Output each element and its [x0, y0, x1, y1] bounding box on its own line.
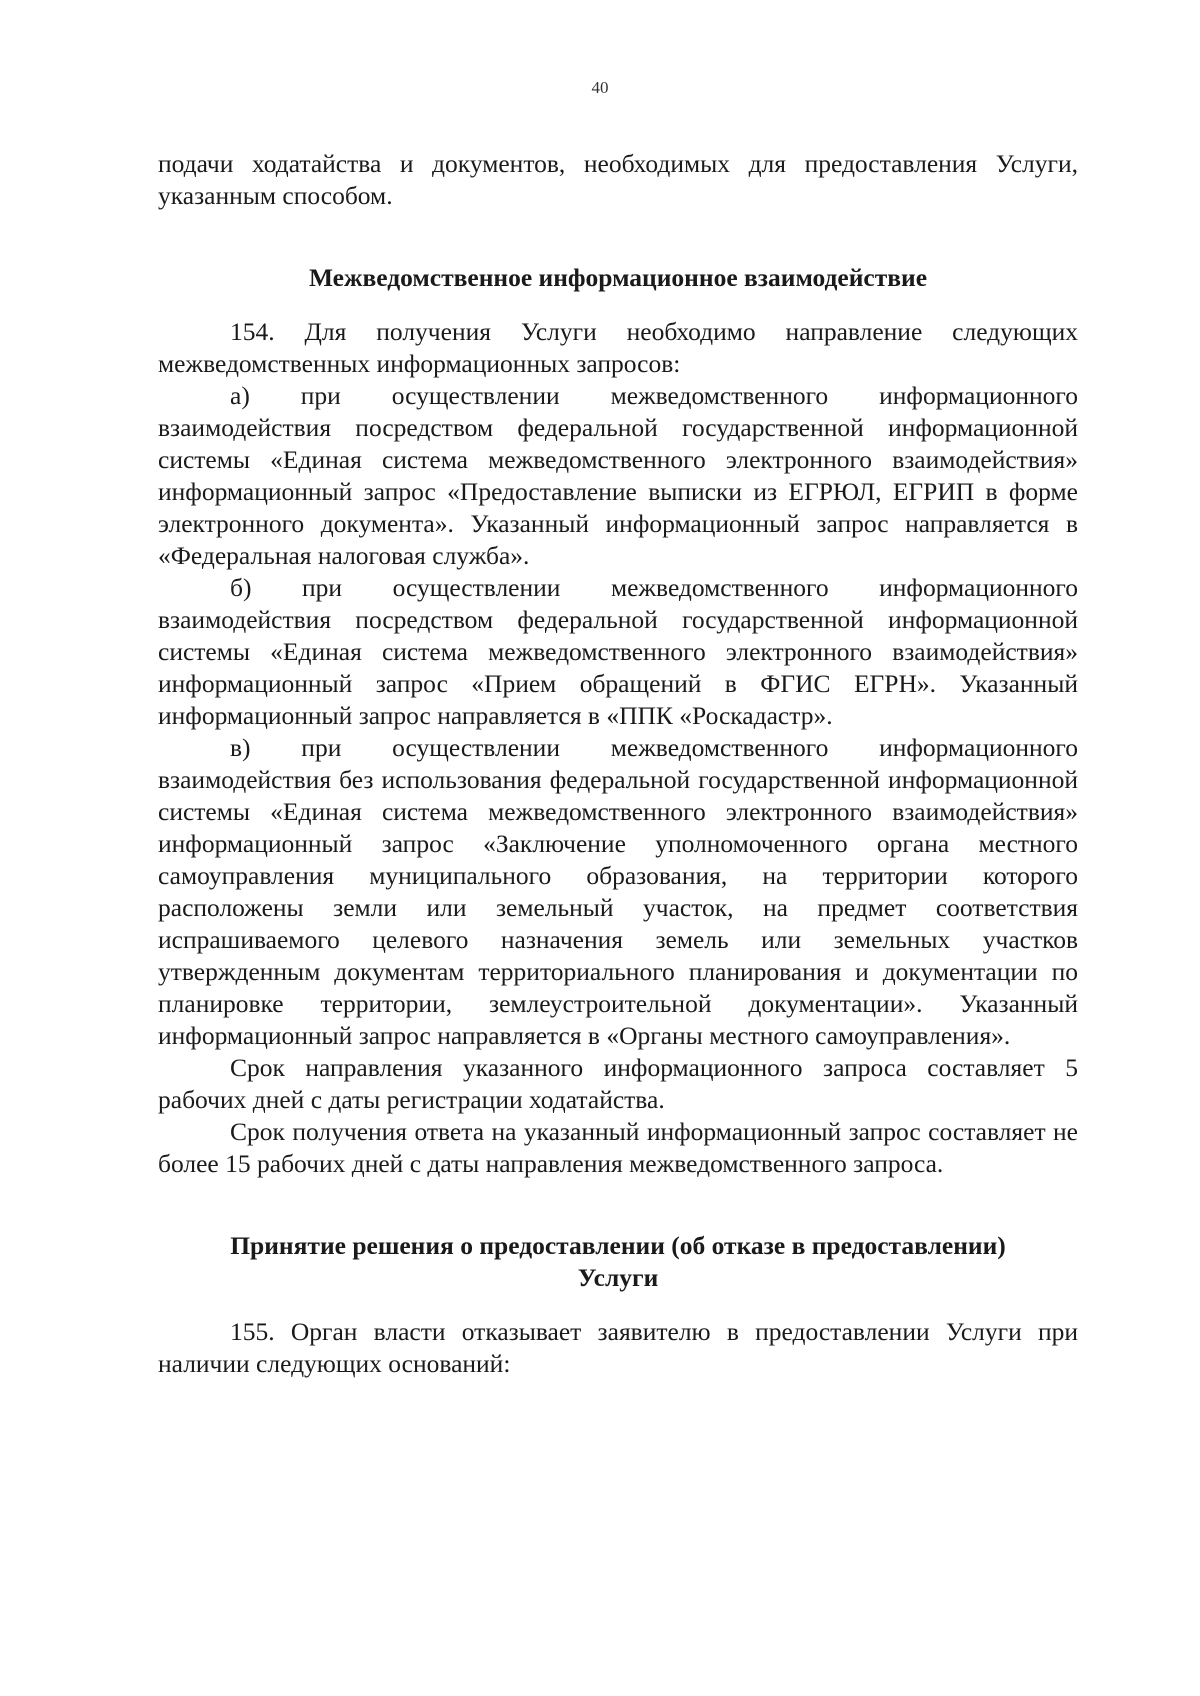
paragraph-154-a: а) при осуществлении межведомственного информационного взаимодействия посредством федеральной государственной информационной системы «Единая система межведомственного электронного взаимодействия» информационный запрос «Предоставление выписки из ЕГРЮЛ, ЕГРИП в форме электронного документа». Указанный информационный запрос направляется в «Федеральная налоговая служба».: [158, 381, 1078, 570]
paragraph-154: 154. Для получения Услуги необходимо направление следующих межведомственных информационных запросов:: [158, 317, 1078, 378]
section-heading-decision-line2: Услуги: [577, 1263, 659, 1292]
paragraph-154-b: б) при осуществлении межведомственного информационного взаимодействия посредством федеральной государственной информационной системы «Единая система межведомственного электронного взаимодействия» информационный запрос «Прием обращений в ФГИС ЕГРН». Указанный информационный запрос направляется в «ППК «Роскадастр».: [158, 573, 1078, 730]
section-heading-interagency: Межведомственное информационное взаимодействие: [308, 263, 928, 292]
paragraph-155: 155. Орган власти отказывает заявителю в предоставлении Услуги при наличии следующих оснований:: [158, 1317, 1078, 1378]
section-heading-decision: [158, 1230, 1078, 1294]
intro-paragraph: подачи ходатайства и документов, необходимых для предоставления Услуги, указанным способом.: [158, 149, 1078, 210]
document-body: [158, 148, 1078, 1380]
paragraph-154-v: в) при осуществлении межведомственного информационного взаимодействия без использования федеральной государственной информационной системы «Единая система межведомственного электронного взаимодействия» информационный запрос «Заключение уполномоченного органа местного самоуправления муниципального образования, на территории которого расположены земли или земельный участок, на предмет соответствия испрашиваемого целевого назначения земель или земельных участков утвержденным документам территориального планирования и документации по планировке территории, землеустроительной документации». Указанный информационный запрос направляется в «Органы местного самоуправления».: [158, 733, 1078, 1050]
paragraph-request-term: Срок направления указанного информационного запроса составляет 5 рабочих дней с даты регистрации ходатайства.: [158, 1053, 1078, 1114]
page-number: 40: [591, 78, 609, 97]
section-heading-decision-line1: Принятие решения о предоставлении (об отказе в предоставлении): [230, 1231, 1006, 1260]
paragraph-response-term: Срок получения ответа на указанный информационный запрос составляет не более 15 рабочих дней с даты направления межведомственного запроса.: [158, 1117, 1078, 1178]
